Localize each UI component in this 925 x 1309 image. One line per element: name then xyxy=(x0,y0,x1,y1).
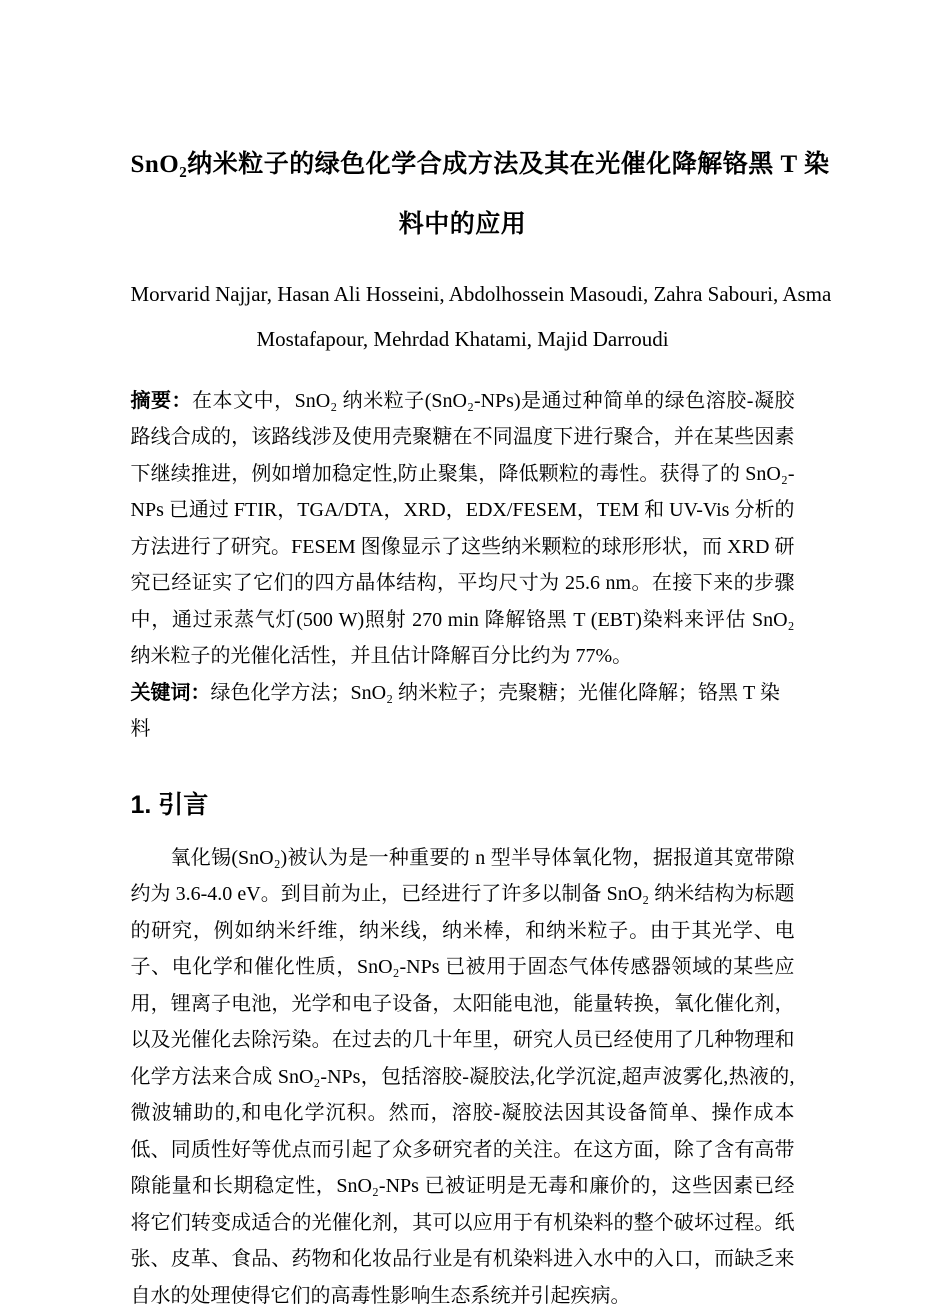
section-heading-introduction: 1. 引言 xyxy=(130,790,209,819)
paper-title-line-1: SnO₂纳米粒子的绿色化学合成方法及其在光催化降解铬黑 T 染 xyxy=(130,150,830,178)
abstract-text: 在本文中，SnO₂ 纳米粒子(SnO₂-NPs)是通过种简单的绿色溶胶-凝胶路线合成的，该路线涉及使用壳聚糖在不同温度下进行聚合，并在某些因素下继续推进，例如增加稳定性,防止聚集，降低颗粒的毒性。获得了的 SnO₂-NPs 已通过 FTIR，TGA/DTA，XRD，EDX/FESEM，TEM 和 UV-Vis 分析的方法进行了研究。FESEM 图像显示了这些纳米颗粒的球形形状，而 XRD 研究已经证实了它们的四方晶体结构，平均尺寸为 25.6 nm。在接下来的步骤中，通过汞蒸气灯(500 W)照射 270 min 降解铬黑 T (EBT)染料来评估 SnO₂ 纳米粒子的光催化活性，并且估计降解百分比约为 77%。 xyxy=(130,389,795,667)
paper-authors xyxy=(130,272,832,362)
paper-authors-line-2: Mostafapour, Mehrdad Khatami, Majid Darroudi xyxy=(256,326,669,351)
keywords-text: 绿色化学方法；SnO₂ 纳米粒子；壳聚糖；光催化降解；铬黑 T 染料 xyxy=(130,681,780,740)
keywords-line xyxy=(131,675,795,748)
paper-title xyxy=(130,135,830,255)
paper-authors-line-1: Morvarid Najjar, Hasan Ali Hosseini, Abdolhossein Masoudi, Zahra Sabouri, Asma xyxy=(130,281,832,306)
abstract-label: 摘要： xyxy=(130,389,193,412)
keywords-label: 关键词： xyxy=(130,681,211,704)
abstract-paragraph xyxy=(131,383,795,675)
document-content xyxy=(130,0,832,1309)
paper-title-line-2: 料中的应用 xyxy=(398,210,527,238)
introduction-paragraph: 氧化锡(SnO₂)被认为是一种重要的 n 型半导体氧化物，据报道其宽带隙约为 3.6-4.0 eV。到目前为止，已经进行了许多以制备 SnO₂ 纳米结构为标题的研究，例如纳米纤维，纳米线，纳米棒，和纳米粒子。由于其光学、电子、电化学和催化性质，SnO₂-NPs 已被用于固态气体传感器领域的某些应用，锂离子电池，光学和电子设备，太阳能电池，能量转换，氧化催化剂，以及光催化去除污染。在过去的几十年里，研究人员已经使用了几种物理和化学方法来合成 SnO₂-NPs，包括溶胶-凝胶法,化学沉淀,超声波雾化,热液的,微波辅助的,和电化学沉积。然而，溶胶-凝胶法因其设备简单、操作成本低、同质性好等优点而引起了众多研究者的关注。在这方面，除了含有高带隙能量和长期稳定性，SnO₂-NPs 已被证明是无毒和廉价的，这些因素已经将它们转变成适合的光催化剂，其可以应用于有机染料的整个破坏过程。纸张、皮革、食品、药物和化妆品行业是有机染料进入水中的入口，而缺乏来自水的处理使得它们的高毒性影响生态系统并引起疾病。 xyxy=(130,846,795,1307)
